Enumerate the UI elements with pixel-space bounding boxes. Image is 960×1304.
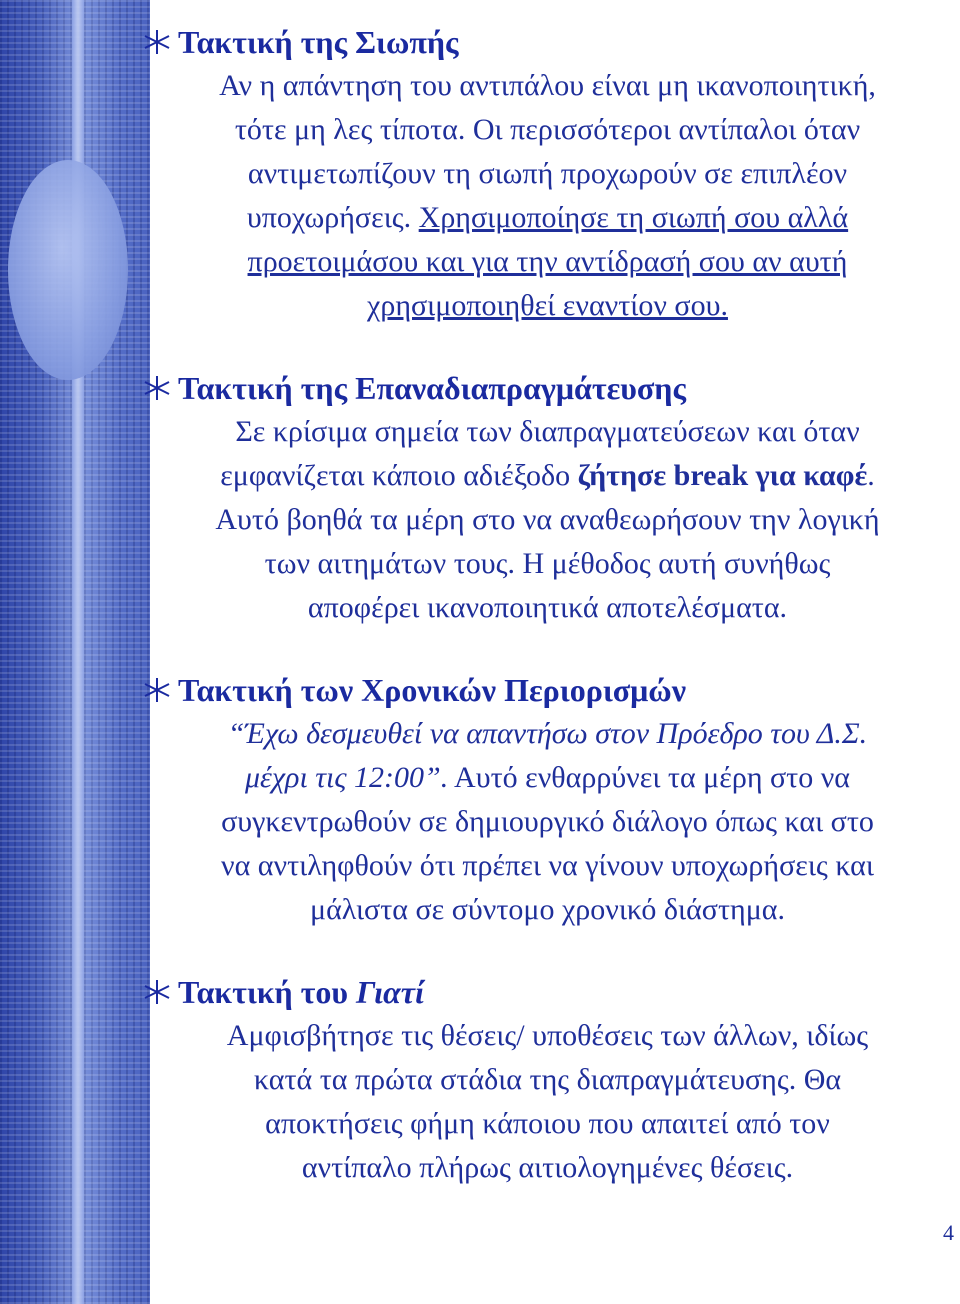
text-span: εμφανίζεται κάποιο αδιέξοδο [220, 459, 578, 492]
heading-text: Τακτική της Επαναδιαπραγμάτευσης [178, 370, 686, 406]
asterisk-bullet-icon [140, 373, 174, 403]
italic-quote-line: “Έχω δεσμευθεί να απαντήσω στον Πρόεδρο του Δ.Σ. [227, 717, 868, 750]
section-silence-tactic [140, 20, 955, 328]
section-body [140, 410, 955, 630]
decorative-side-band [0, 0, 150, 1304]
section-renegotiation-tactic [140, 366, 955, 630]
text-span: υποχωρήσεις. [246, 201, 419, 234]
bold-text: ζήτησε break για καφέ [577, 459, 868, 492]
text-line [140, 454, 955, 498]
text-line: Σε κρίσιμα σημεία των διαπραγματεύσεων και όταν [235, 415, 860, 448]
section-heading [140, 20, 955, 64]
band-oval-ornament [8, 160, 128, 380]
text-line: Αν η απάντηση του αντιπάλου είναι μη ικανοποιητική, [219, 69, 876, 102]
asterisk-bullet-icon [140, 977, 174, 1007]
section-why-tactic [140, 970, 955, 1190]
section-body [140, 64, 955, 328]
text-line: τότε μη λες τίποτα. Οι περισσότεροι αντίπαλοι όταν [234, 113, 861, 146]
section-heading [140, 668, 955, 712]
text-line: Αυτό βοηθά τα μέρη στο να αναθεωρήσουν την λογική [215, 503, 880, 536]
text-line: μάλιστα σε σύντομο χρονικό διάστημα. [309, 893, 786, 926]
text-line: κατά τα πρώτα στάδια της διαπραγμάτευσης. Θα [253, 1063, 842, 1096]
section-heading [140, 366, 955, 410]
section-body [140, 1014, 955, 1190]
section-time-limits-tactic [140, 668, 955, 932]
text-line: αντιμετωπίζουν τη σιωπή προχωρούν σε επιπλέον [247, 157, 848, 190]
heading-text: Τακτική των Χρονικών Περιορισμών [178, 672, 686, 708]
text-span: Αυτό ενθαρρύνει τα μέρη στο να [448, 761, 851, 794]
underlined-line: προετοιμάσου και για την αντίδρασή σου αν αυτή [247, 245, 848, 278]
page-number: 4 [943, 1220, 954, 1245]
italic-text: μέχρι τις 12:00”. [244, 761, 449, 794]
text-line: των αιτημάτων τους. Η μέθοδος αυτή συνήθως [264, 547, 831, 580]
text-line: αποφέρει ικανοποιητικά αποτελέσματα. [307, 591, 788, 624]
text-line: Αμφισβήτησε τις θέσεις/ υποθέσεις των άλλων, ιδίως [226, 1019, 869, 1052]
section-body [140, 712, 955, 932]
slide-content [140, 20, 955, 1228]
asterisk-bullet-icon [140, 675, 174, 705]
asterisk-bullet-icon [140, 27, 174, 57]
text-line: αποκτήσεις φήμη κάποιου που απαιτεί από τον [265, 1107, 830, 1140]
text-line [140, 196, 955, 240]
text-line: συγκεντρωθούν σε δημιουργικό διάλογο όπως και στο [221, 805, 874, 838]
heading-italic-text: Γιατί [356, 974, 424, 1010]
text-span: . [867, 459, 875, 492]
text-line: αντίπαλο πλήρως αιτιολογημένες θέσεις. [301, 1151, 794, 1184]
heading-text: Τακτική της Σιωπής [178, 24, 459, 60]
underlined-text: Χρησιμοποίησε τη σιωπή σου αλλά [418, 201, 849, 234]
underlined-line: χρησιμοποιηθεί εναντίον σου. [367, 289, 728, 322]
text-line [140, 756, 955, 800]
text-line: να αντιληφθούν ότι πρέπει να γίνουν υποχωρήσεις και [221, 849, 874, 882]
heading-text: Τακτική του [178, 974, 357, 1010]
section-heading [140, 970, 955, 1014]
